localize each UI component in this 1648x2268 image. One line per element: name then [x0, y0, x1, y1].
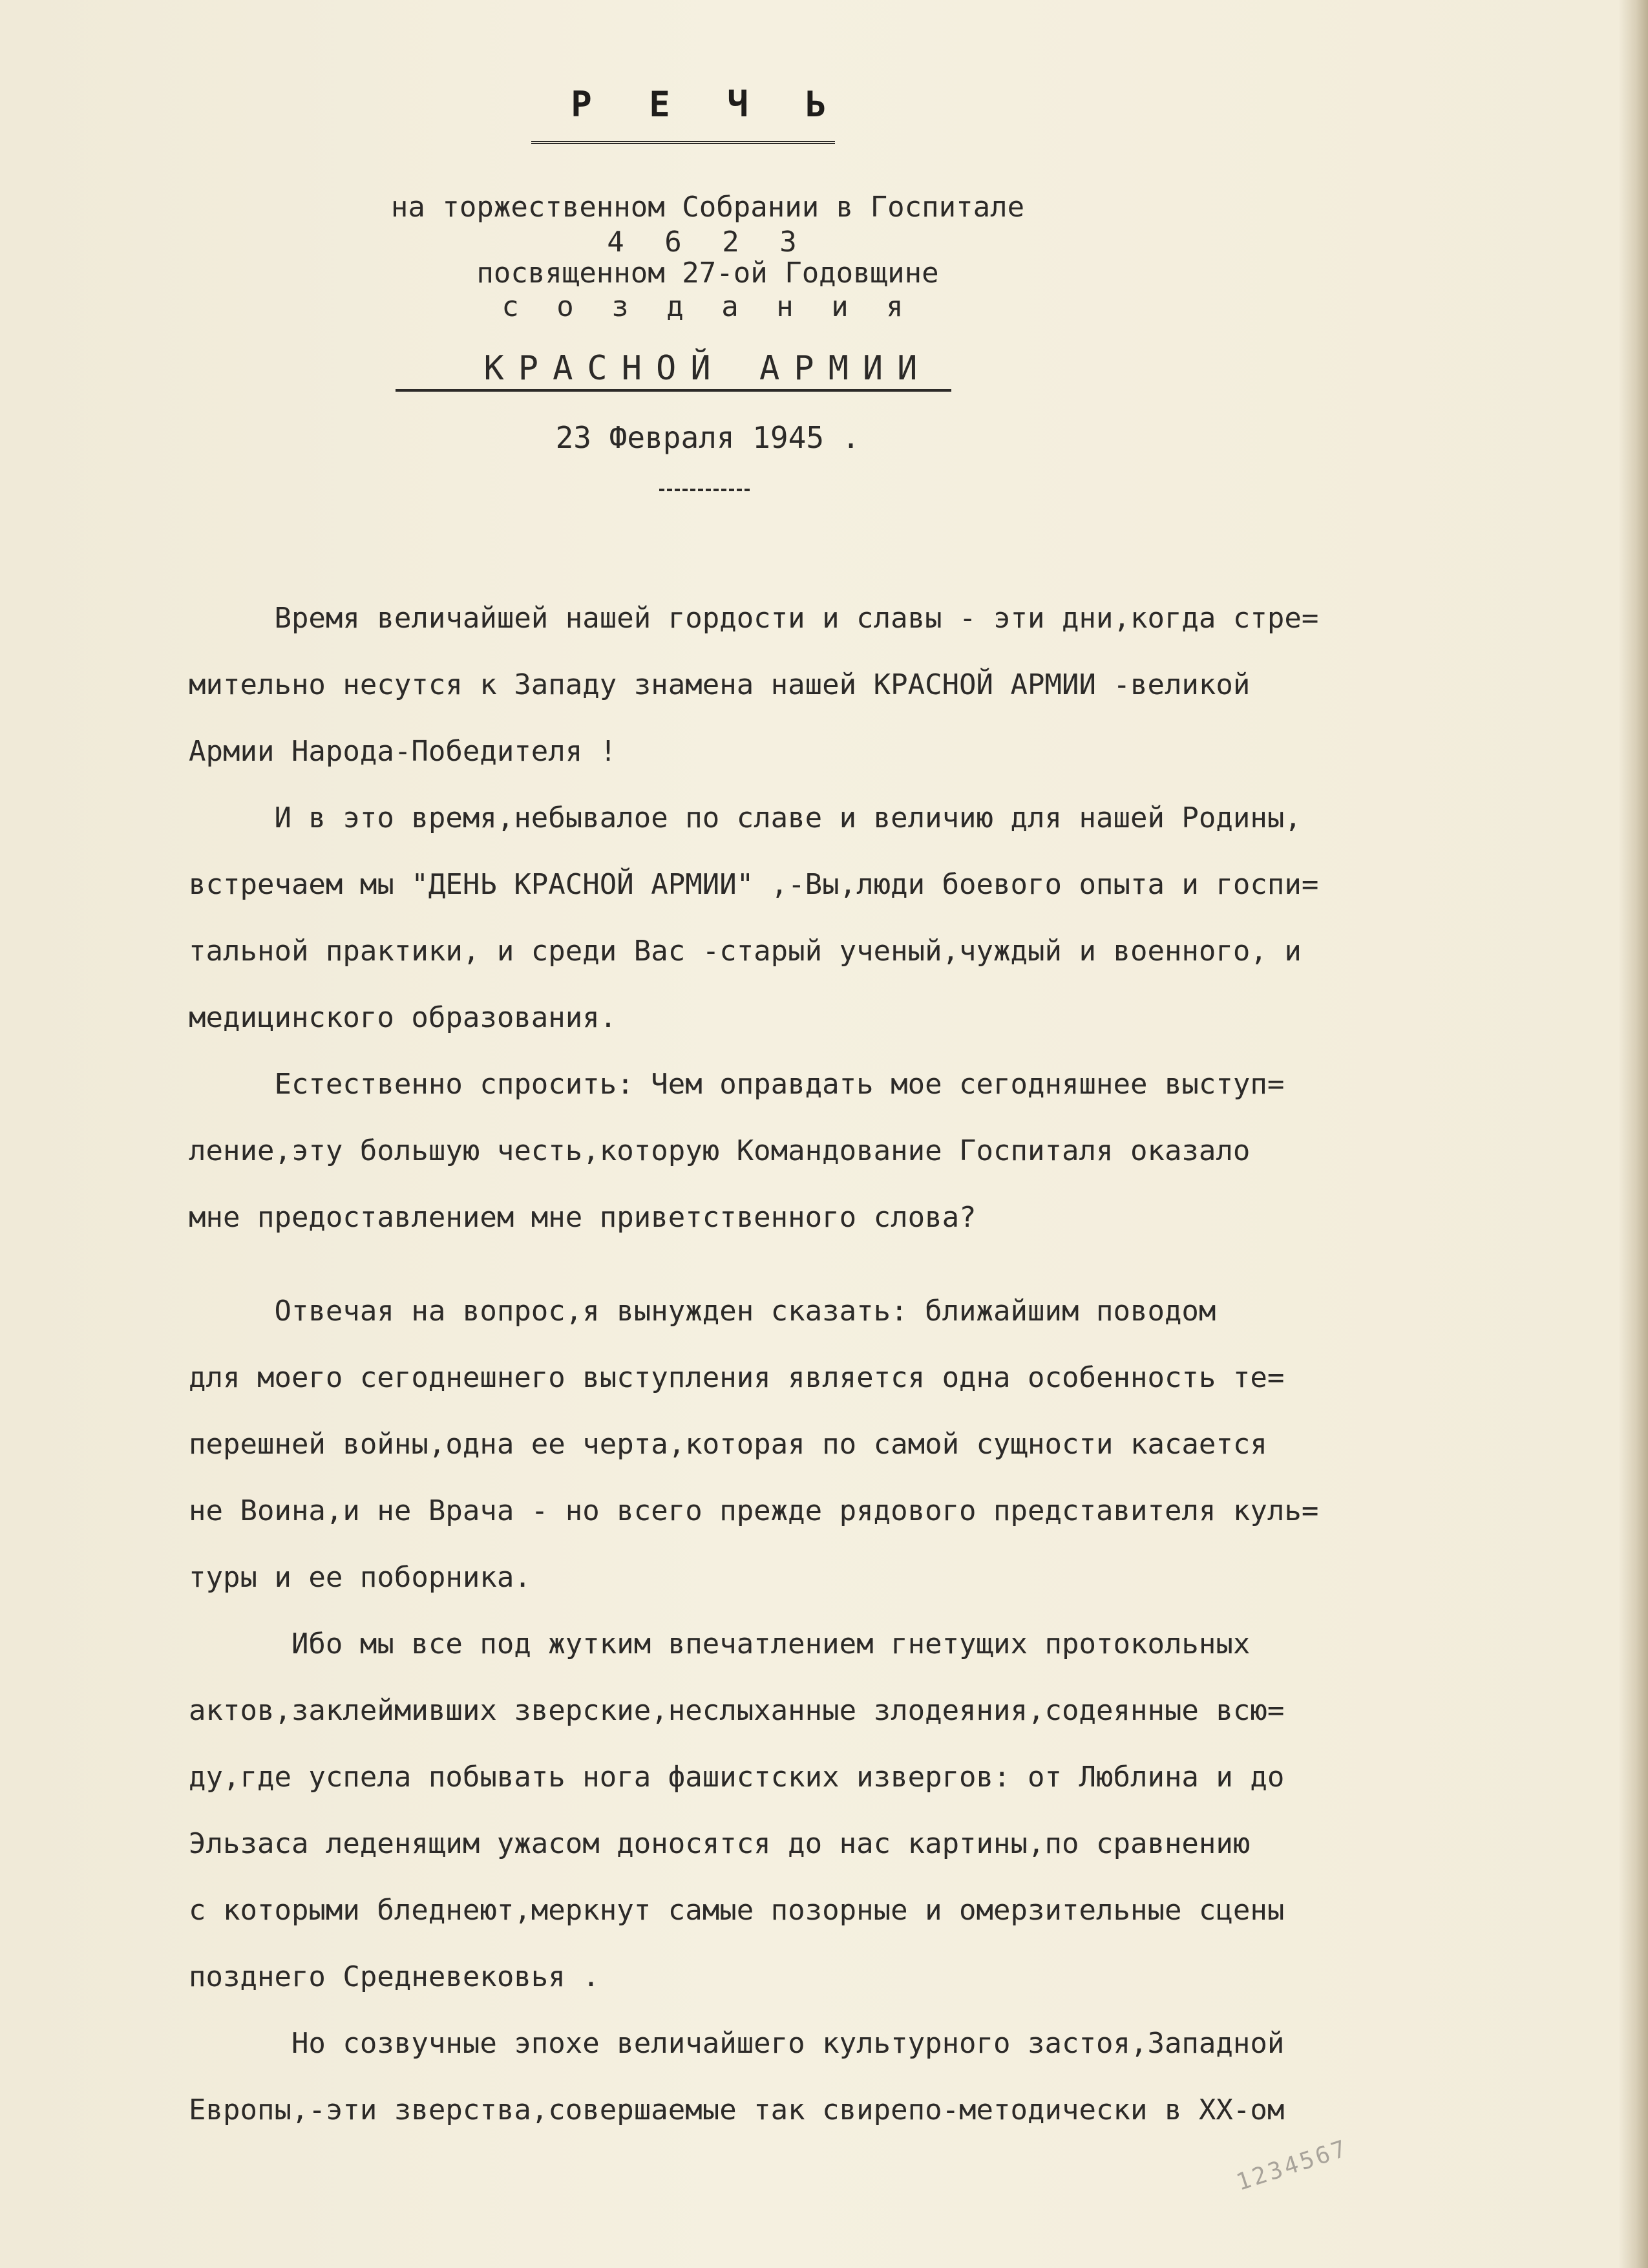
body-line: Ибо мы все под жутким впечатлением гнетущих протокольных: [189, 1627, 1251, 1660]
speech-body: [189, 585, 1643, 2143]
body-line: Европы,-эти зверства,совершаемые так свирепо-методически в ХХ-ом: [189, 2093, 1285, 2126]
body-line: встречаем мы "ДЕНЬ КРАСНОЙ АРМИИ" ,-Вы,люди боевого опыта и госпи=: [189, 868, 1319, 901]
document-title: Р Е Ч Ь: [571, 84, 845, 125]
body-line: И в это время,небывалое по славе и величию для нашей Родины,: [189, 801, 1302, 834]
paragraph-gap: [189, 1251, 1643, 1278]
body-line: Эльзаса леденящим ужасом доносятся до нас картины,по сравнению: [189, 1827, 1251, 1860]
army-underline: [396, 389, 951, 392]
body-line: ду,где успела побывать нога фашистских извергов: от Люблина и до: [189, 1761, 1285, 1794]
body-line: позднего Средневековья .: [189, 1960, 600, 1993]
body-line: медицинского образования.: [189, 1001, 617, 1034]
body-line: мительно несутся к Западу знамена нашей КРАСНОЙ АРМИИ -великой: [189, 668, 1251, 701]
body-line: Но созвучные эпохе величайшего культурного застоя,Западной: [189, 2027, 1285, 2060]
body-line: с которыми бледнеют,меркнут самые позорные и омерзительные сцены: [189, 1894, 1285, 1927]
army-heading: КРАСНОЙ АРМИИ: [483, 349, 932, 388]
date-separator: [659, 489, 750, 491]
body-line: перешней войны,одна ее черта,которая по самой сущности касается: [189, 1428, 1267, 1461]
body-line: для моего сегоднешнего выступления является одна особенность те=: [189, 1361, 1285, 1394]
body-line: Время величайшей нашей гордости и славы - эти дни,когда стре=: [189, 602, 1319, 635]
body-line: Естественно спросить: Чем оправдать мое сегодняшнее выступ=: [189, 1068, 1285, 1101]
subtitle-line-4: с о з д а н и я: [502, 290, 914, 323]
body-line: мне предоставлением мне приветственного слова?: [189, 1201, 977, 1234]
body-line: актов,заклеймивших зверские,неслыханные злодеяния,содеянные всю=: [189, 1694, 1285, 1727]
title-underline: [531, 141, 835, 144]
body-line: ление,эту большую честь,которую Командование Госпиталя оказало: [189, 1134, 1251, 1167]
subtitle-line-3: посвященном 27-ой Годовщине: [476, 257, 939, 290]
body-line: тальной практики, и среди Вас -старый ученый,чуждый и военного, и: [189, 935, 1302, 968]
archive-pencil-mark: 1234567: [1233, 2135, 1352, 2196]
body-line: Армии Народа-Победителя !: [189, 735, 617, 768]
body-line: не Воина,и не Врача - но всего прежде рядового представителя куль=: [189, 1494, 1319, 1527]
subtitle-line-2: 4 6 2 3: [607, 226, 808, 259]
body-line: туры и ее поборника.: [189, 1561, 531, 1594]
subtitle-line-1: на торжественном Собрании в Госпитале: [390, 191, 1025, 224]
speech-date: 23 Февраля 1945 .: [555, 420, 860, 455]
body-line: Отвечая на вопрос,я вынужден сказать: ближайшим поводом: [189, 1295, 1216, 1328]
